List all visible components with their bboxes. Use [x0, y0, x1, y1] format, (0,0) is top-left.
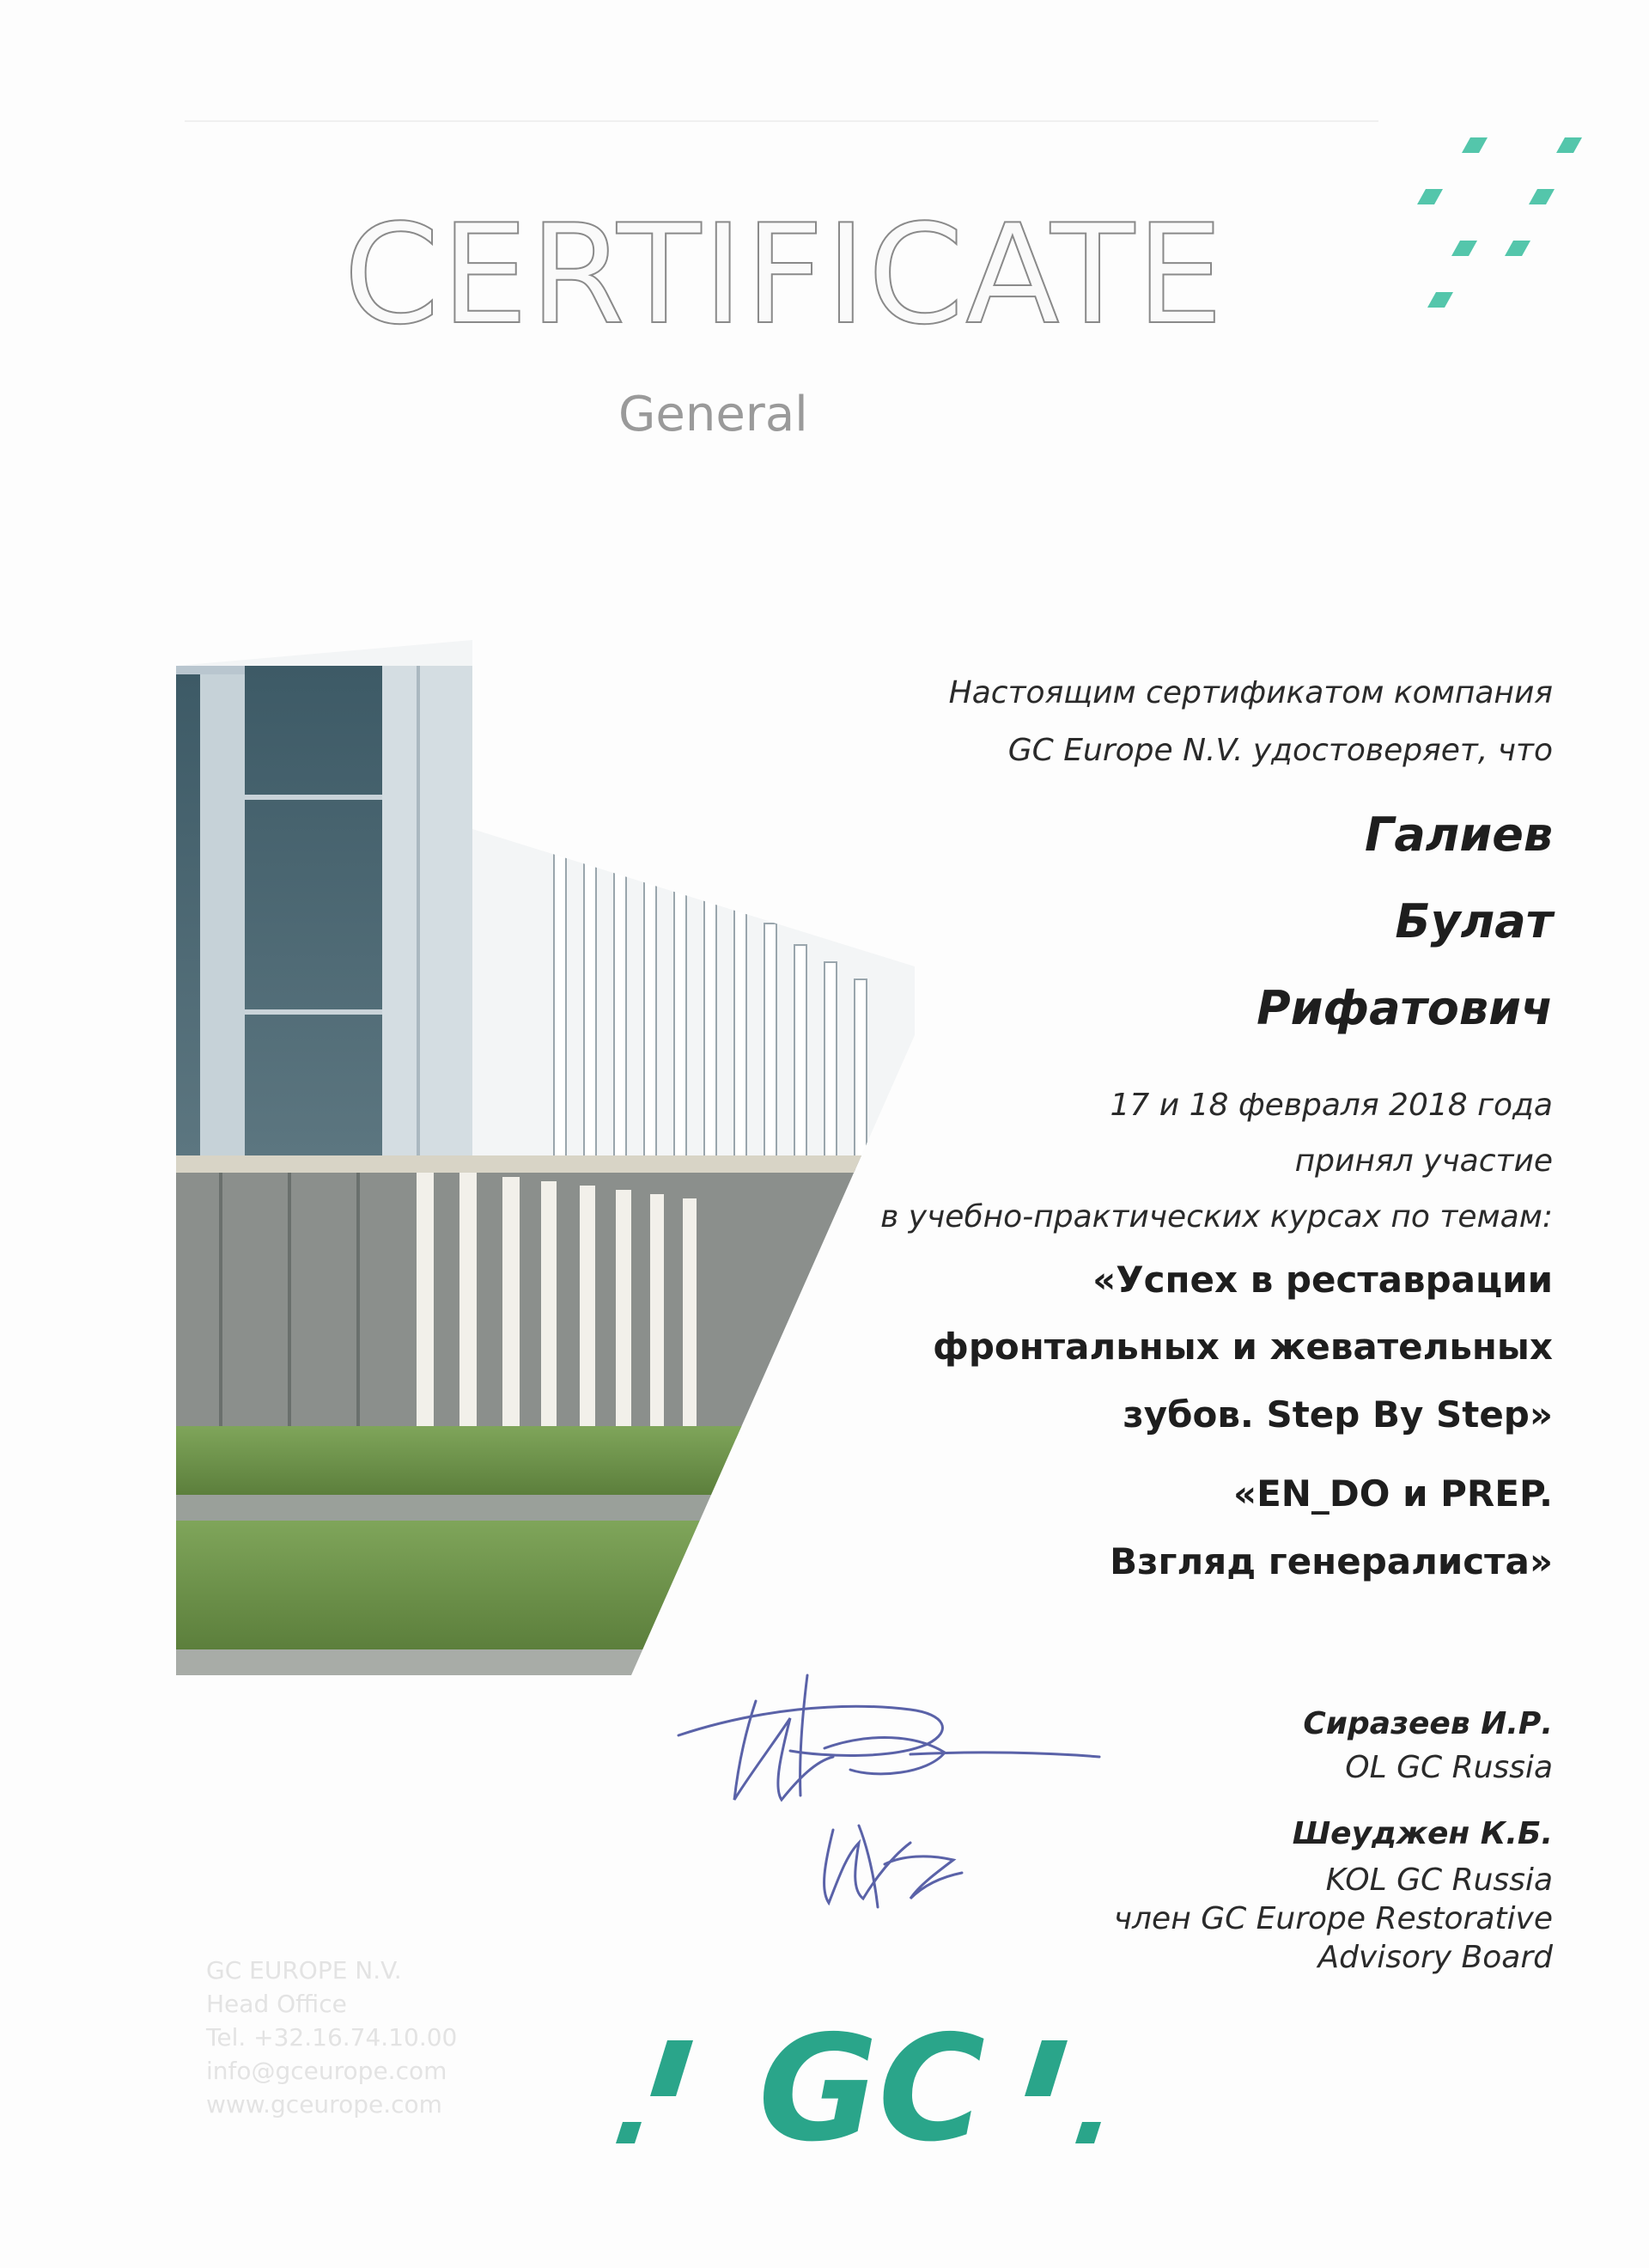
topic-1-line-1: «Успех в реставрации [1092, 1259, 1553, 1301]
participation-text: принял участие [1294, 1143, 1553, 1180]
footer-website: www.gceurope.com [206, 2089, 442, 2119]
footer-email: info@gceurope.com [206, 2056, 447, 2085]
gc-logo-text: GC [758, 2004, 986, 2152]
certificate-subtitle: General [618, 387, 808, 442]
course-date: 17 и 18 февраля 2018 года [1110, 1088, 1553, 1123]
courses-intro: в учебно-практических курсах по темам: [880, 1199, 1553, 1235]
topic-1-line-3: зубов. Step By Step» [1123, 1393, 1553, 1436]
footer-address [206, 1954, 457, 2122]
topic-1-line-2: фронтальных и жевательных [933, 1326, 1553, 1369]
signatories [608, 1705, 1553, 1976]
signatory-2-name: Шеуджен К.Б. [1292, 1816, 1553, 1852]
topic-2-line-1: «EN_DO и PREP. [1232, 1472, 1553, 1515]
footer-phone: Tel. +32.16.74.10.00 [206, 2022, 458, 2052]
recipient-patronymic: Рифатович [1257, 980, 1553, 1035]
signatory-2-title-2: член GC Europe Restorative [1113, 1900, 1553, 1936]
footer-office: Head Office [206, 1989, 347, 2018]
certificate-title: CERTIFICATE [344, 194, 1226, 355]
gc-logo [614, 2002, 1129, 2152]
topic-2-line-2: Взгляд генералиста» [1110, 1539, 1553, 1582]
signatory-1-title: OL GC Russia [1345, 1750, 1553, 1786]
intro-line-2: GC Europe N.V. удостоверяет, что [1007, 733, 1553, 769]
recipient-surname: Галиев [1364, 808, 1553, 862]
recipient-given-name: Булат [1395, 893, 1553, 948]
course-topics [608, 1259, 1553, 1583]
signatory-2-title-3: Advisory Board [1317, 1939, 1553, 1975]
signatory-1-name: Сиразеев И.Р. [1303, 1706, 1553, 1741]
decorative-dots [1374, 120, 1597, 326]
footer-company: GC EUROPE N.V. [206, 1956, 402, 1984]
intro-text [608, 674, 1553, 769]
intro-line-1: Настоящим сертификатом компания [948, 675, 1553, 710]
signatory-2-title-1: KOL GC Russia [1325, 1862, 1553, 1898]
recipient-name [608, 808, 1553, 1036]
top-divider [185, 120, 1378, 122]
course-details [608, 1087, 1553, 1236]
